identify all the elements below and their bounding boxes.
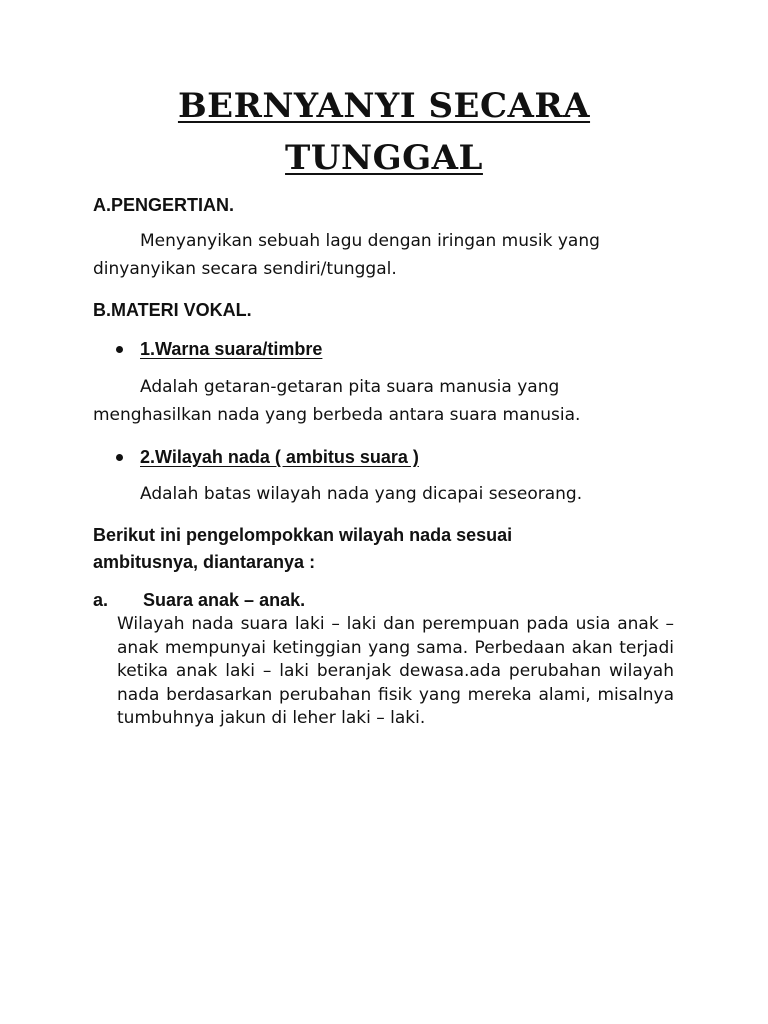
grouping-line1: Berikut ini pengelompokkan wilayah nada sesuai [93, 525, 513, 545]
bullet-item-1 [116, 339, 322, 360]
bullet-dot-icon [116, 346, 123, 353]
bullet-dot-icon [116, 454, 123, 461]
bullet-item-1-label: 1.Warna suara/timbre [140, 339, 323, 359]
bullet-item-2-label: 2.Wilayah nada ( ambitus suara ) [140, 447, 419, 467]
subsection-a-marker: a. [93, 590, 109, 610]
grouping-line2: ambitusnya, diantaranya : [93, 552, 316, 572]
item2-paragraph-line1: Adalah batas wilayah nada yang dicapai seseorang. [140, 484, 583, 504]
document-title-line1: BERNYANYI SECARA [177, 86, 591, 126]
subsection-a-heading-row [93, 590, 305, 611]
document-title-line2: TUNGGAL [285, 138, 483, 178]
subsection-a-heading: Suara anak – anak. [143, 590, 306, 610]
bullet-item-2 [116, 447, 419, 468]
item1-paragraph-line2: menghasilkan nada yang berbeda antara suara manusia. [93, 405, 581, 425]
section-a-heading: A.PENGERTIAN. [93, 195, 235, 215]
section-a-paragraph-line1: Menyanyikan sebuah lagu dengan iringan musik yang [140, 231, 600, 251]
section-b-heading: B.MATERI VOKAL. [93, 300, 252, 320]
subsection-a-paragraph: Wilayah nada suara laki – laki dan perempuan pada usia anak – anak mempunyai ketinggian yang sama. Perbedaan akan terjadi ketika anak laki – laki beranjak dewasa.ada perubahan wilayah nada berdasarkan perubahan fisik yang mereka alami, misalnya tumbuhnya jakun di leher laki – laki. [117, 614, 674, 728]
item1-paragraph-line1: Adalah getaran-getaran pita suara manusia yang [140, 377, 560, 397]
section-a-paragraph-line2: dinyanyikan secara sendiri/tunggal. [93, 259, 397, 279]
